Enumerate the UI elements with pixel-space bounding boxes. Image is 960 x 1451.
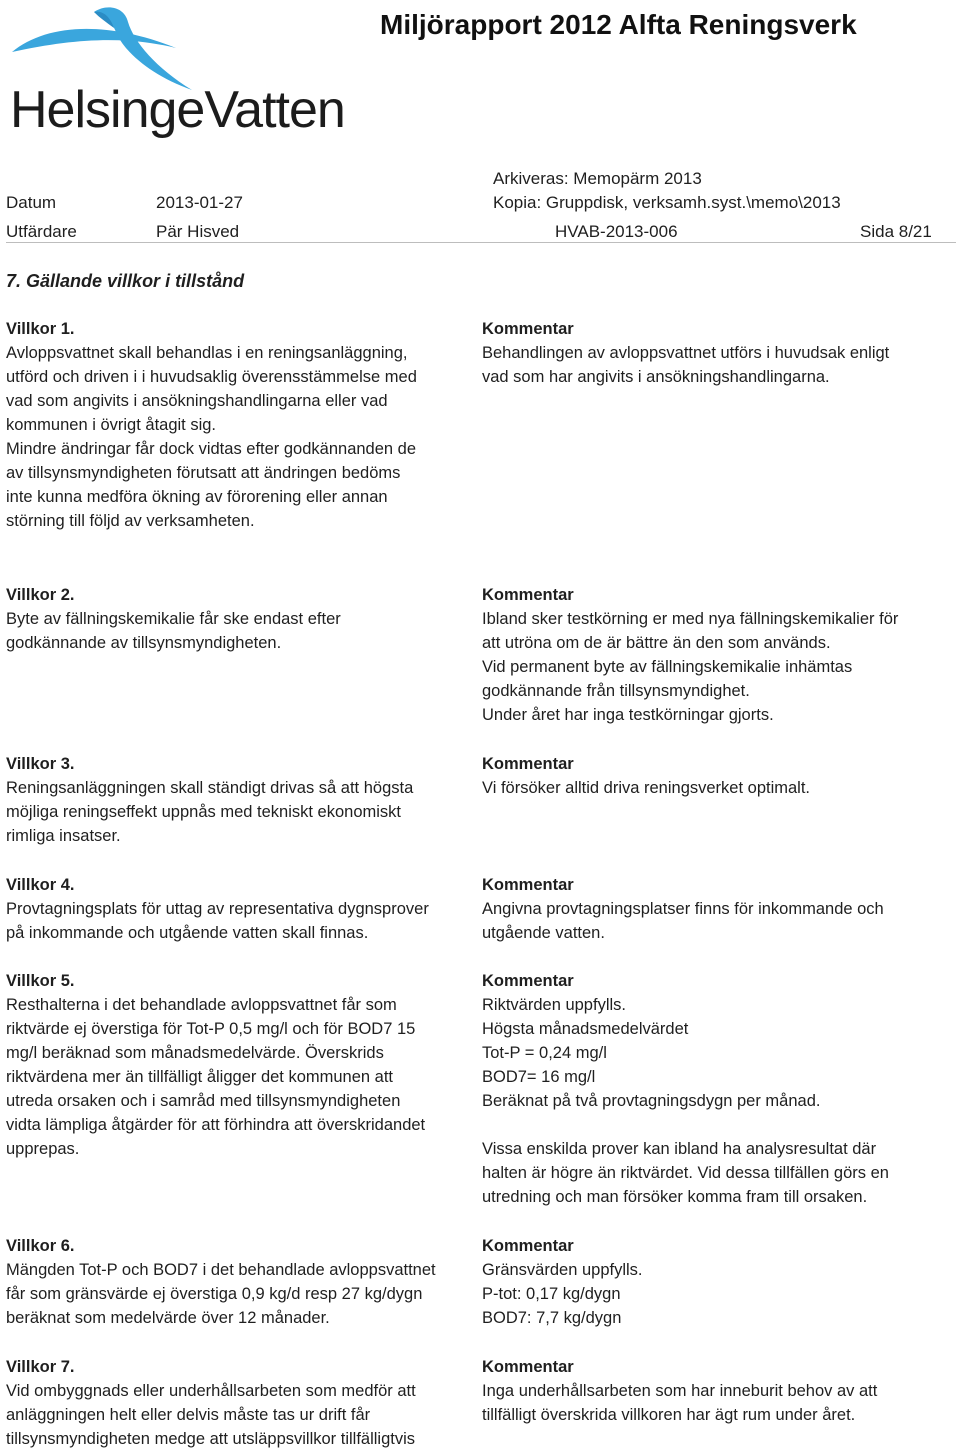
issuer-value: Pär Hisved — [156, 222, 240, 241]
comment-label: Kommentar — [482, 1358, 574, 1376]
condition-text-line: Reningsanläggningen skall ständigt drivas så att högsta — [6, 779, 414, 797]
comment-block — [482, 583, 898, 727]
comment-text-line: Tot-P = 0,24 mg/l — [482, 1044, 607, 1062]
condition-text-line: utförd och driven i i huvudsaklig överensstämmelse med — [6, 368, 417, 386]
condition-text-line: Mängden Tot-P och BOD7 i det behandlade avloppsvattnet — [6, 1261, 436, 1279]
condition-text-line: godkännande av tillsynsmyndigheten. — [6, 634, 282, 652]
comment-block — [482, 873, 884, 945]
comment-label: Kommentar — [482, 876, 574, 894]
comment-block — [482, 752, 810, 800]
comment-text-line: utredning och man försöker komma fram till orsaken. — [482, 1188, 868, 1206]
comment-text-line: BOD7: 7,7 kg/dygn — [482, 1309, 622, 1327]
condition-text-line: störning till följd av verksamheten. — [6, 512, 255, 530]
condition-text-line: tillsynsmyndigheten medge att utsläppsvillkor tillfälligtvis — [6, 1430, 416, 1448]
condition-block — [6, 583, 341, 655]
comment-text-line: Behandlingen av avloppsvattnet utförs i huvudsak enligt — [482, 344, 890, 362]
date-label: Datum — [6, 193, 57, 212]
condition-label: Villkor 3. — [6, 755, 75, 773]
condition-text-line: får som gränsvärde ej överstiga 0,9 kg/d resp 27 kg/dygn — [6, 1285, 423, 1303]
comment-label: Kommentar — [482, 972, 574, 990]
comment-text-line: Ibland sker testkörning er med nya fällningskemikalier för — [482, 610, 899, 628]
condition-text-line: Mindre ändringar får dock vidtas efter godkännanden de — [6, 440, 417, 458]
comment-text-line: att utröna om de är bättre än den som används. — [482, 634, 831, 652]
document-title: Miljörapport 2012 Alfta Reningsverk — [380, 9, 857, 40]
comment-text-line: Vid permanent byte av fällningskemikalie inhämtas — [482, 658, 853, 676]
comment-text-line: utgående vatten. — [482, 924, 605, 942]
condition-text-line: mg/l beräknad som månadsmedelvärde. Överskrids — [6, 1044, 384, 1062]
condition-label: Villkor 6. — [6, 1237, 75, 1255]
condition-block — [6, 969, 425, 1161]
date-value: 2013-01-27 — [156, 193, 243, 212]
comment-block — [482, 1234, 643, 1330]
comment-text-line: Gränsvärden uppfylls. — [482, 1261, 643, 1279]
comment-text-line: vad som har angivits i ansökningshandlingarna. — [482, 368, 830, 386]
condition-label: Villkor 1. — [6, 320, 75, 338]
condition-text-line: beräknat som medelvärde över 12 månader. — [6, 1309, 330, 1327]
comment-label: Kommentar — [482, 1237, 574, 1255]
header-divider — [6, 242, 956, 243]
section-heading: 7. Gällande villkor i tillstånd — [6, 271, 245, 291]
condition-text-line: Byte av fällningskemikalie får ske endast efter — [6, 610, 341, 628]
paragraph-gap — [482, 1113, 889, 1137]
condition-text-line: rimliga insatser. — [6, 827, 121, 845]
page-number: Sida 8/21 — [860, 222, 932, 241]
condition-label: Villkor 2. — [6, 586, 75, 604]
condition-text-line: möjliga reningseffekt uppnås med tekniskt ekonomiskt — [6, 803, 401, 821]
comment-block — [482, 317, 889, 389]
condition-text-line: vad som angivits i ansökningshandlingarna eller vad — [6, 392, 388, 410]
comment-text-line: Riktvärden uppfylls. — [482, 996, 626, 1014]
comment-text-line: Högsta månadsmedelvärdet — [482, 1020, 689, 1038]
company-logo — [6, 2, 345, 142]
condition-text-line: Vid ombyggnads eller underhållsarbeten som medför att — [6, 1382, 416, 1400]
comment-label: Kommentar — [482, 586, 574, 604]
comment-block — [482, 969, 889, 1209]
condition-text-line: inte kunna medföra ökning av förorening eller annan — [6, 488, 388, 506]
condition-text-line: på inkommande och utgående vatten skall finnas. — [6, 924, 369, 942]
comment-text-line: Inga underhållsarbeten som har inneburit behov av att — [482, 1382, 878, 1400]
condition-text-line: Avloppsvattnet skall behandlas i en reningsanläggning, — [6, 344, 408, 362]
comment-text-line: tillfälligt överskrida villkoren har ägt rum under året. — [482, 1406, 856, 1424]
condition-block — [6, 317, 417, 533]
condition-label: Villkor 4. — [6, 876, 75, 894]
comment-text-line: P-tot: 0,17 kg/dygn — [482, 1285, 621, 1303]
comment-label: Kommentar — [482, 755, 574, 773]
comment-text-line: Vi försöker alltid driva reningsverket optimalt. — [482, 779, 811, 797]
archive-note: Arkiveras: Memopärm 2013 — [493, 169, 702, 188]
condition-text-line: upprepas. — [6, 1140, 80, 1158]
condition-text-line: riktvärdena mer än tillfälligt åligger det kommunen att — [6, 1068, 394, 1086]
comment-text-line: BOD7= 16 mg/l — [482, 1068, 596, 1086]
condition-text-line: kommunen i övrigt åtagit sig. — [6, 416, 217, 434]
condition-text-line: riktvärde ej överstiga för Tot-P 0,5 mg/l och för BOD7 15 — [6, 1020, 416, 1038]
comment-text-line: Angivna provtagningsplatser finns för inkommande och — [482, 900, 884, 918]
condition-text-line: Provtagningsplats för uttag av representativa dygnsprover — [6, 900, 429, 918]
copy-note: Kopia: Gruppdisk, verksamh.syst.\memo\2013 — [493, 193, 841, 212]
condition-text-line: Resthalterna i det behandlade avloppsvattnet får som — [6, 996, 397, 1014]
comment-label: Kommentar — [482, 320, 574, 338]
condition-block — [6, 1355, 416, 1451]
condition-text-line: vidta lämpliga åtgärder för att förhindra att överskridandet — [6, 1116, 426, 1134]
condition-block — [6, 873, 429, 945]
document-number: HVAB-2013-006 — [555, 222, 678, 241]
comment-text-line: godkännande från tillsynsmyndighet. — [482, 682, 750, 700]
comment-text-line: Vissa enskilda prover kan ibland ha analysresultat där — [482, 1140, 877, 1158]
condition-block — [6, 752, 413, 848]
comment-text-line: Under året har inga testkörningar gjorts. — [482, 706, 774, 724]
comment-text-line: Beräknat på två provtagningsdygn per månad. — [482, 1092, 821, 1110]
condition-block — [6, 1234, 436, 1330]
comment-text-line: halten är högre än riktvärdet. Vid dessa tillfällen görs en — [482, 1164, 889, 1182]
comment-block — [482, 1355, 877, 1427]
condition-text-line: utreda orsaken och i samråd med tillsynsmyndigheten — [6, 1092, 401, 1110]
condition-text-line: anläggningen helt eller delvis måste tas ur drift får — [6, 1406, 371, 1424]
issuer-label: Utfärdare — [6, 222, 77, 241]
condition-label: Villkor 5. — [6, 972, 75, 990]
condition-text-line: av tillsynsmyndigheten förutsatt att ändringen bedöms — [6, 464, 401, 482]
condition-label: Villkor 7. — [6, 1358, 75, 1376]
logo-text: HelsingeVatten — [10, 81, 345, 139]
